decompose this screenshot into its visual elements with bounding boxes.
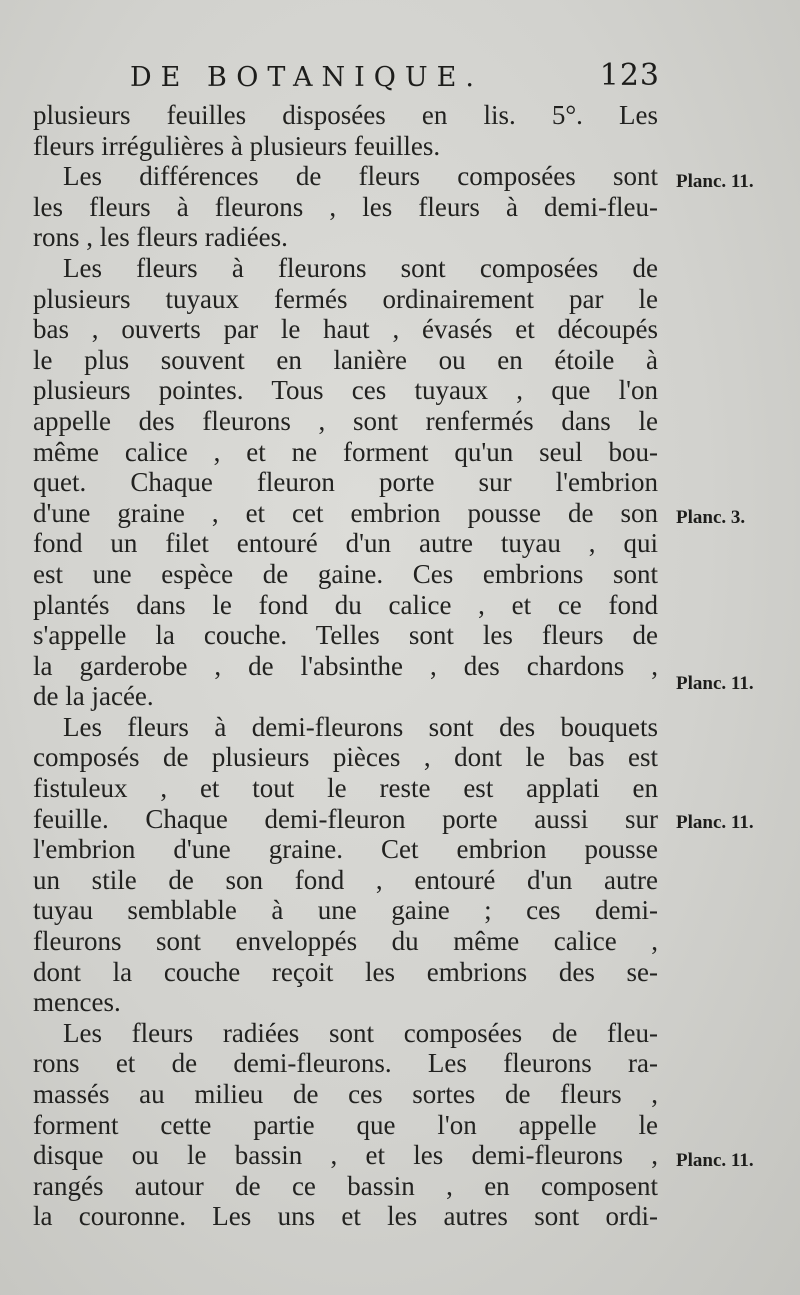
text-line: fistuleux , et tout le reste est applati en bbox=[33, 773, 658, 804]
text-line: Les fleurs à demi-fleurons sont des bouquets bbox=[63, 711, 658, 742]
text-line: disque ou le bassin , et les demi-fleurons , bbox=[33, 1140, 658, 1171]
text-line: est une espèce de gaine. Ces embrions sont bbox=[33, 558, 658, 589]
page-number: 123 bbox=[599, 58, 660, 93]
text-line: plusieurs tuyaux fermés ordinairement par le bbox=[33, 283, 658, 314]
body-text bbox=[33, 100, 658, 1232]
text-line: même calice , et ne forment qu'un seul bou- bbox=[33, 436, 658, 467]
running-title: DE BOTANIQUE. bbox=[130, 62, 483, 93]
text-line: rons , les fleurs radiées. bbox=[33, 222, 288, 253]
text-line: les fleurs à fleurons , les fleurs à demi-fleu- bbox=[33, 191, 658, 222]
text-line: Les fleurs à fleurons sont composées de bbox=[63, 252, 658, 283]
text-line: massés au milieu de ces sortes de fleurs , bbox=[33, 1079, 658, 1109]
text-line: plusieurs feuilles disposées en lis. 5°. Les bbox=[33, 100, 658, 130]
text-line: la garderobe , de l'absinthe , des chardons , bbox=[33, 650, 658, 681]
text-line: Les fleurs radiées sont composées de fleu- bbox=[63, 1017, 658, 1048]
text-line: feuille. Chaque demi-fleuron porte aussi sur bbox=[33, 803, 658, 834]
text-line: le plus souvent en lanière ou en étoile à bbox=[33, 344, 658, 375]
text-line: Les différences de fleurs composées sont bbox=[63, 161, 658, 192]
text-line: bas , ouverts par le haut , évasés et découpés bbox=[33, 314, 658, 345]
page-header bbox=[130, 58, 660, 102]
text-line: plusieurs pointes. Tous ces tuyaux , que l'on bbox=[33, 375, 658, 406]
text-line: d'une graine , et cet embrion pousse de son bbox=[33, 497, 658, 528]
text-line: s'appelle la couche. Telles sont les fleurs de bbox=[33, 620, 658, 651]
text-line: plantés dans le fond du calice , et ce fond bbox=[33, 589, 658, 620]
text-line: fond un filet entouré d'un autre tuyau , qui bbox=[33, 528, 658, 559]
text-line: de la jacée. bbox=[33, 681, 154, 712]
text-line: composés de plusieurs pièces , dont le bas est bbox=[33, 742, 658, 773]
text-line: la couronne. Les uns et les autres sont ordi- bbox=[33, 1201, 658, 1232]
margin-note: Planc. 11. bbox=[676, 171, 754, 192]
text-line: l'embrion d'une graine. Cet embrion pousse bbox=[33, 834, 658, 865]
text-line: fleurs irrégulières à plusieurs feuilles. bbox=[33, 130, 441, 161]
margin-note: Planc. 11. bbox=[676, 673, 754, 694]
text-line: tuyau semblable à une gaine ; ces demi- bbox=[33, 895, 658, 926]
text-line: un stile de son fond , entouré d'un autre bbox=[33, 864, 658, 895]
margin-note: Planc. 11. bbox=[676, 1150, 754, 1171]
text-line: dont la couche reçoit les embrions des se- bbox=[33, 956, 658, 987]
margin-note: Planc. 3. bbox=[676, 507, 746, 528]
text-line: rangés autour de ce bassin , en composent bbox=[33, 1170, 658, 1201]
text-line: appelle des fleurons , sont renfermés dans le bbox=[33, 405, 658, 436]
text-line: forment cette partie que l'on appelle le bbox=[33, 1109, 658, 1140]
text-line: mences. bbox=[33, 987, 121, 1018]
text-line: fleurons sont enveloppés du même calice , bbox=[33, 926, 658, 957]
text-line: rons et de demi-fleurons. Les fleurons ra- bbox=[33, 1048, 658, 1079]
text-line: quet. Chaque fleuron porte sur l'embrion bbox=[33, 467, 658, 498]
margin-note: Planc. 11. bbox=[676, 812, 754, 833]
